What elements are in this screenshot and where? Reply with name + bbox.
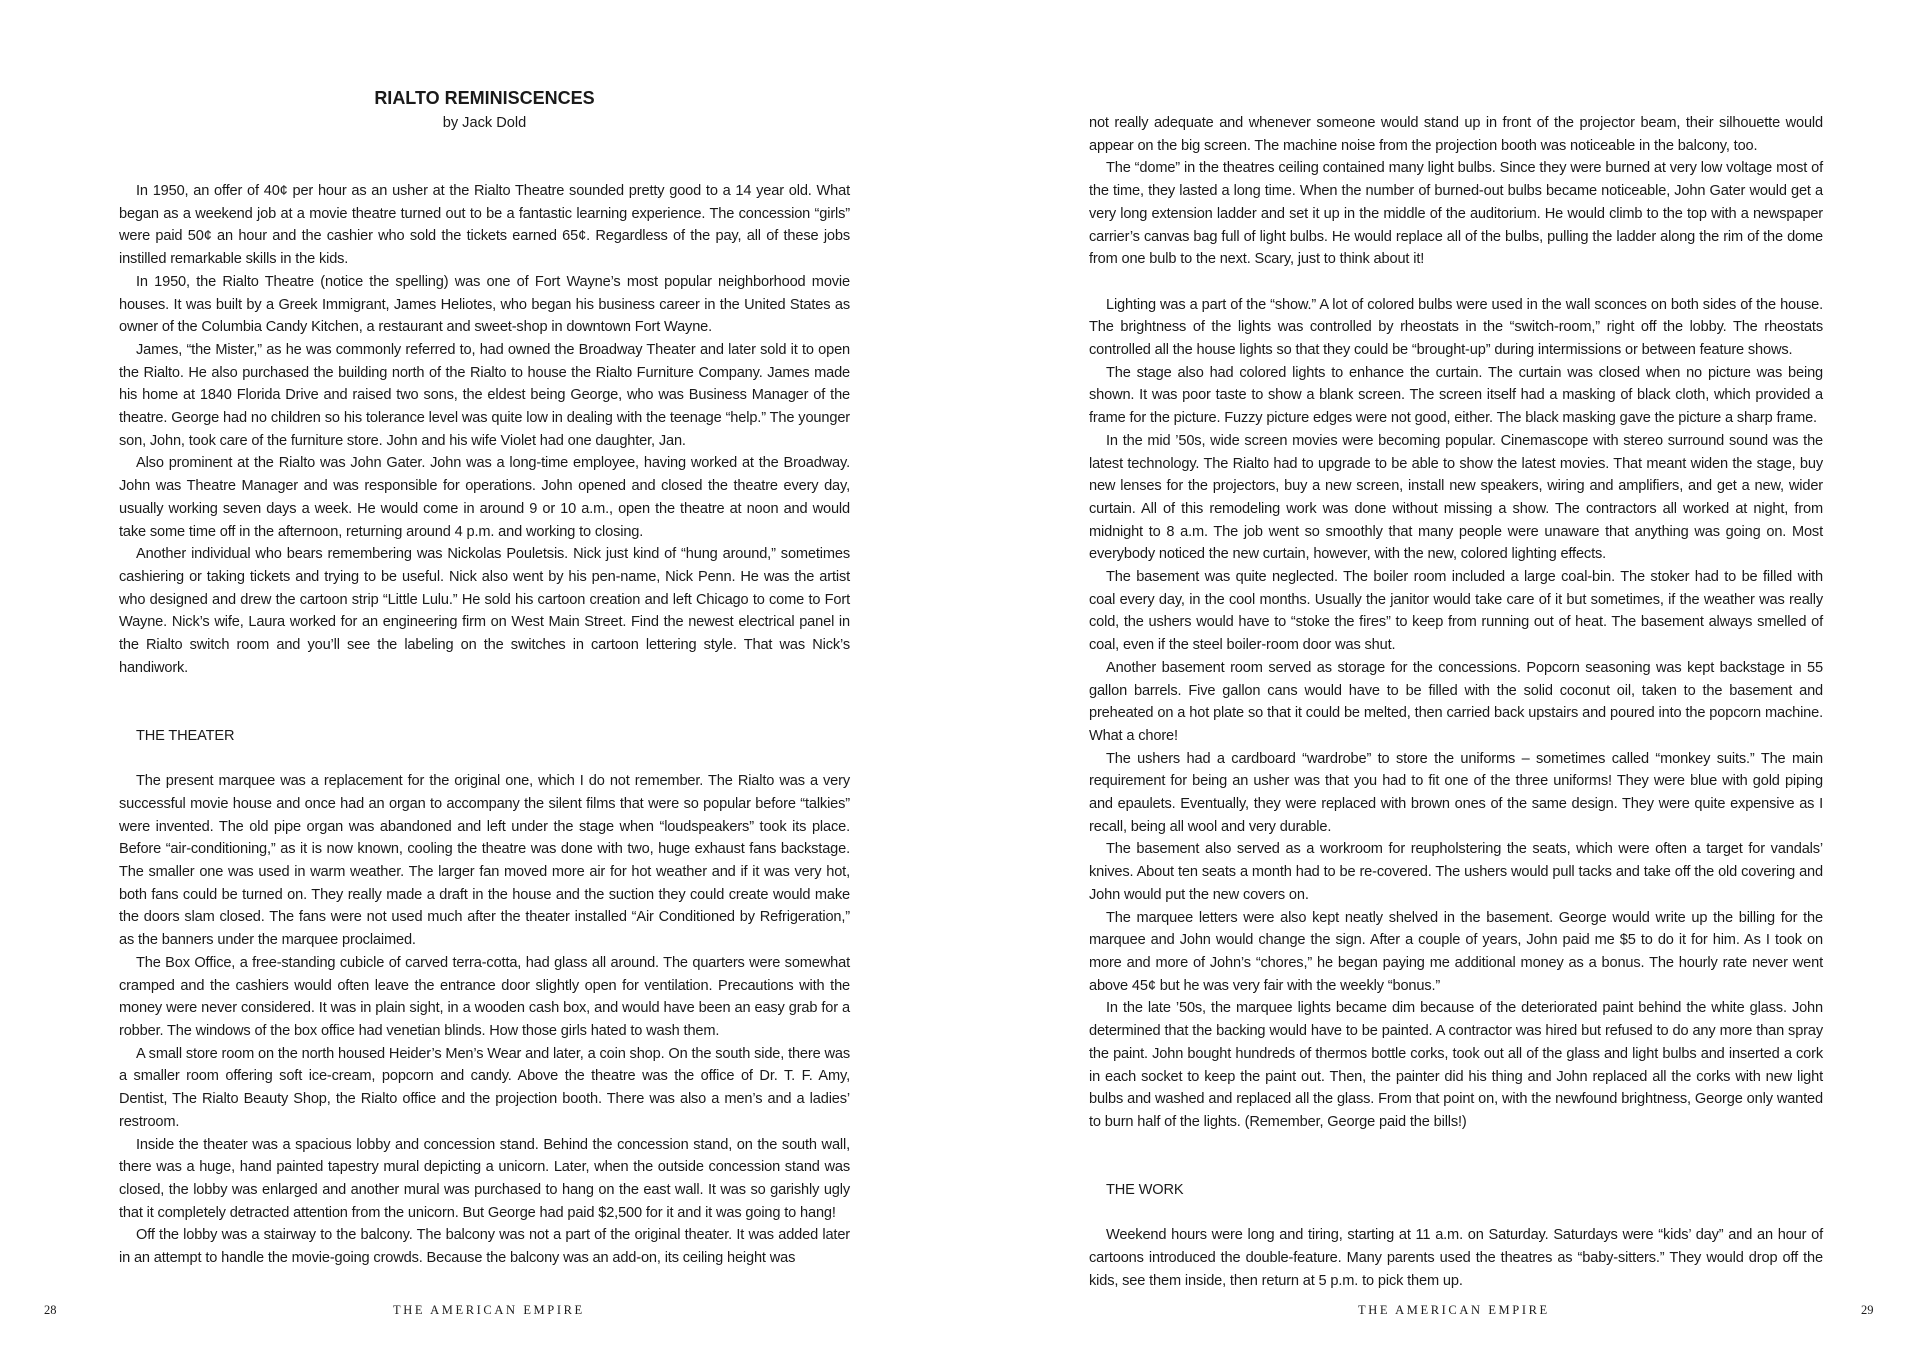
paragraph: Another individual who bears remembering was Nickolas Pouletsis. Nick just kind of “hung around,” sometimes cashiering or taking tickets and trying to be useful. Nick also went by his pen-name, Nick Penn. He was the artist who designed and drew the cartoon strip “Little Lulu.” He sold his cartoon creation and left Chicago to come to Fort Wayne. Nick’s wife, Laura worked for an engineering firm on West Main Street. Find the newest electrical panel in the Rialto switch room and you’ll see the labeling on the switches in cartoon lettering style. That was Nick’s handiwork. xyxy=(119,546,850,676)
paragraph: The basement was quite neglected. The boiler room included a large coal-bin. The stoker had to be filled with coal every day, in the cool months. Usually the janitor would take care of it but sometimes, if the weather was really cold, the ushers would have to “stoke the fires” to keep from running out of heat. The basement always smelled of coal, even if the steel boiler-room door was shut. xyxy=(1089,569,1823,654)
article-byline: by Jack Dold xyxy=(442,115,527,131)
right-page xyxy=(960,0,1920,1358)
paragraph: The marquee letters were also kept neatly shelved in the basement. George would write up the billing for the marquee and John would change the sign. After a couple of years, John paid me $5 to do it for him. As I took on more and more of John’s “chores,” he began paying me additional money as a bonus. The hourly rate never went above 45¢ but he was very fair with the weekly “bonus.” xyxy=(1089,909,1823,994)
paragraph: Also prominent at the Rialto was John Gater. John was a long-time employee, having worked at the Broadway. John was Theatre Manager and was responsible for operations. John opened and closed the theatre every day, usually working seven days a week. He would come in around 9 or 10 a.m., open the theatre at noon and would take some time off in the afternoon, returning around 4 p.m. and working to closing. xyxy=(119,455,850,540)
paragraph: Lighting was a part of the “show.” A lot of colored bulbs were used in the wall sconces on both sides of the house. The brightness of the lights was controlled by rheostats in the “switch-room,” right off the lobby. The rheostats controlled all the house lights so that they could be “brought-up” during intermissions or between feature shows. xyxy=(1089,296,1823,359)
section-heading-theater: THE THEATER xyxy=(136,727,235,744)
paragraph: not really adequate and whenever someone would stand up in front of the projector beam, their silhouette would appear on the big screen. The machine noise from the projection booth was noticeable in the balcony, too. xyxy=(1089,115,1823,154)
section-heading-work: THE WORK xyxy=(1106,1182,1184,1199)
page-number: 29 xyxy=(1861,1303,1874,1317)
paragraph: In the mid ’50s, wide screen movies were becoming popular. Cinemascope with stereo surround sound was the latest technology. The Rialto had to upgrade to be able to show the latest movies. That meant widen the stage, buy new lenses for the projectors, buy a new screen, install new speakers, wiring and amplifiers, and get a new, wider curtain. All of this remodeling work was done without missing a show. The contractors all worked at night, from midnight to 8 a.m. The job went so smoothly that many people were unaware that anything was going on. Most everybody noticed the new curtain, however, with the new, colored lighting effects. xyxy=(1089,432,1823,563)
paragraph: James, “the Mister,” as he was commonly referred to, had owned the Broadway Theater and later sold it to open the Rialto. He also purchased the building north of the Rialto to house the Rialto Furniture Company. James made his home at 1840 Florida Drive and raised two sons, the eldest being George, who was Business Manager of the theatre. George had no children so his tolerance level was quite low in dealing with the teenage “help.” The younger son, John, took care of the furniture store. John and his wife Violet had one daughter, Jan. xyxy=(119,341,850,449)
paragraph: The stage also had colored lights to enhance the curtain. The curtain was closed when no picture was being shown. It was poor taste to show a blank screen. The screen itself had a masking of black cloth, which provided a frame for the picture. Fuzzy picture edges were not good, either. The black masking gave the picture a sharp frame. xyxy=(1089,364,1823,427)
paragraph: The basement also served as a workroom for reupholstering the seats, which were often a target for vandals’ knives. About ten seats a month had to be re-covered. The ushers would pull tacks and take off the old covering and John would put the new covers on. xyxy=(1089,841,1823,903)
paragraph: The Box Office, a free-standing cubicle of carved terra-cotta, had glass all around. The quarters were somewhat cramped and the cashiers would often leave the entrance door slightly open for ventilation. Precautions with the money were never considered. It was in plain sight, in a wooden cash box, and would have been an easy grab for a robber. The windows of the box office had venetian blinds. How those girls hated to wash them. xyxy=(119,954,850,1039)
paragraph: The ushers had a cardboard “wardrobe” to store the uniforms – sometimes called “monkey suits.” The main requirement for being an usher was that you had to fit one of the three uniforms! They were blue with gold piping and epaulets. Eventually, they were replaced with brown ones of the same design. They were quite expensive as I recall, being all wool and very durable. xyxy=(1089,750,1823,835)
paragraph: Weekend hours were long and tiring, starting at 11 a.m. on Saturday. Saturdays were “kids’ day” and an hour of cartoons introduced the double-feature. Many parents used the theatres as “baby-sitters.” They would drop off the kids, see them inside, then return at 5 p.m. to pick them up. xyxy=(1089,1227,1823,1289)
left-column xyxy=(119,180,850,1270)
paragraph: Off the lobby was a stairway to the balcony. The balcony was not a part of the original theater. It was added later in an attempt to handle the movie-going crowds. Because the balcony was an add-on, its ceiling height was xyxy=(119,1227,850,1267)
paragraph: In the late ’50s, the marquee lights became dim because of the deteriorated paint behind the white glass. John determined that the backing would have to be painted. A contractor was hired but refused to do any more than spray the paint. John bought hundreds of thermos bottle corks, took out all of the glass and light bulbs and inserted a cork in each socket to keep the paint out. Then, the painter did his thing and John replaced all the corks with new light bulbs and washed and replaced all the glass. From that point on, with the newfound brightness, George only wanted to burn half of the lights. (Remember, George paid the bills!) xyxy=(1089,1000,1823,1130)
right-column xyxy=(1089,112,1823,1293)
footer-publication-title: THE AMERICAN EMPIRE xyxy=(393,1303,585,1317)
paragraph: In 1950, the Rialto Theatre (notice the spelling) was one of Fort Wayne’s most popular neighborhood movie houses. It was built by a Greek Immigrant, James Heliotes, who began his business career in the United States as owner of the Columbia Candy Kitchen, a restaurant and sweet-shop in downtown Fort Wayne. xyxy=(119,273,850,336)
paragraph: In 1950, an offer of 40¢ per hour as an usher at the Rialto Theatre sounded pretty good to a 14 year old. What began as a weekend job at a movie theatre turned out to be a fantastic learning experience. The concession “girls” were paid 50¢ an hour and the cashier who sold the tickets earned 65¢. Regardless of the pay, all of these jobs instilled remarkable skills in the kids. xyxy=(119,183,850,268)
paragraph: The present marquee was a replacement for the original one, which I do not remember. The Rialto was a very successful movie house and once had an organ to accompany the silent films that were so popular before “talkies” were invented. The old pipe organ was abandoned and left under the stage when “loudspeakers” took its place. Before “air-conditioning,” as it is now known, cooling the theatre was done with two, huge exhaust fans backstage. The smaller one was used in warm weather. The larger fan moved more air for hot weather and if it was very hot, both fans could be turned on. They really made a draft in the house and the suction they could create would make the doors slam closed. The fans were not used much after the theater installed “Air Conditioned by Refrigeration,” as the banners under the marquee proclaimed. xyxy=(119,773,850,949)
footer-publication-title: THE AMERICAN EMPIRE xyxy=(1358,1303,1550,1317)
page-number: 28 xyxy=(44,1303,57,1317)
article-title: RIALTO REMINISCENCES xyxy=(374,88,595,108)
paragraph: A small store room on the north housed Heider’s Men’s Wear and later, a coin shop. On the south side, there was a smaller room offering soft ice-cream, popcorn and candy. Above the theatre was the office of Dr. T. F. Amy, Dentist, The Rialto Beauty Shop, the Rialto office and the projection booth. There was also a men’s and a ladies’ restroom. xyxy=(119,1045,850,1130)
paragraph: Another basement room served as storage for the concessions. Popcorn seasoning was kept backstage in 55 gallon barrels. Five gallon cans would have to be filled with the solid coconut oil, taken to the basement and preheated on a hot plate so that it could be melted, then carried back upstairs and poured into the popcorn machine. What a chore! xyxy=(1089,659,1823,744)
paragraph: Inside the theater was a spacious lobby and concession stand. Behind the concession stand, on the south wall, there was a huge, hand painted tapestry mural depicting a unicorn. Later, when the outside concession stand was closed, the lobby was enlarged and another mural was purchased to hang on the east wall. It was so garishly ugly that it completely detracted attention from the unicorn. But George had paid $2,500 for it and it was going to hang! xyxy=(119,1136,850,1221)
paragraph: The “dome” in the theatres ceiling contained many light bulbs. Since they were burned at very low voltage most of the time, they lasted a long time. When the number of burned-out bulbs became noticeable, John Gater would get a very long extension ladder and set it up in the middle of the auditorium. He would climb to the top with a newspaper carrier’s canvas bag full of light bulbs. He would replace all of the bulbs, pulling the ladder along the rim of the dome from one bulb to the next. Scary, just to think about it! xyxy=(1089,160,1823,268)
